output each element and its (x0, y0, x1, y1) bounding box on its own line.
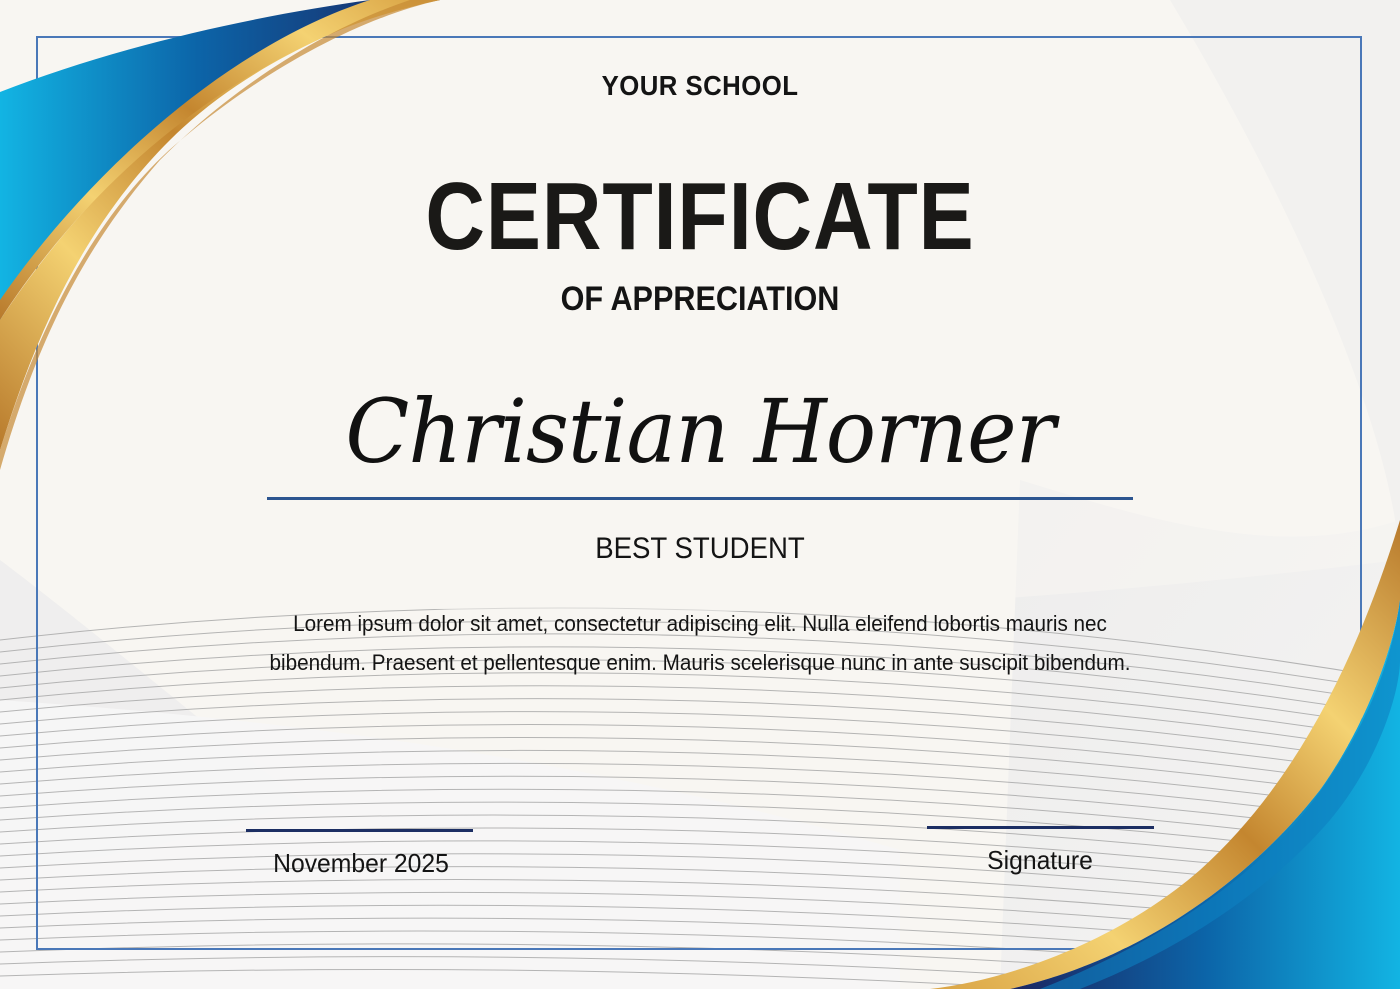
date-line (246, 829, 473, 832)
school-name: YOUR SCHOOL (601, 70, 799, 101)
signature-line (927, 826, 1154, 829)
signature-label: Signature (987, 845, 1093, 875)
certificate-subtitle: OF APPRECIATION (560, 280, 840, 318)
date-label: November 2025 (273, 848, 449, 878)
name-underline (267, 497, 1133, 500)
description-text: Lorem ipsum dolor sit amet, consectetur adipiscing elit. Nulla eleifend lobortis mauris nec bibendum. Praesent et pellentesque enim. Mauris scelerisque nunc in ante suscipit bibendum. (269, 611, 1131, 675)
certificate-title: CERTIFICATE (425, 163, 975, 270)
recipient-name: Christian Horner (345, 380, 1055, 483)
award-title: BEST STUDENT (595, 532, 805, 565)
